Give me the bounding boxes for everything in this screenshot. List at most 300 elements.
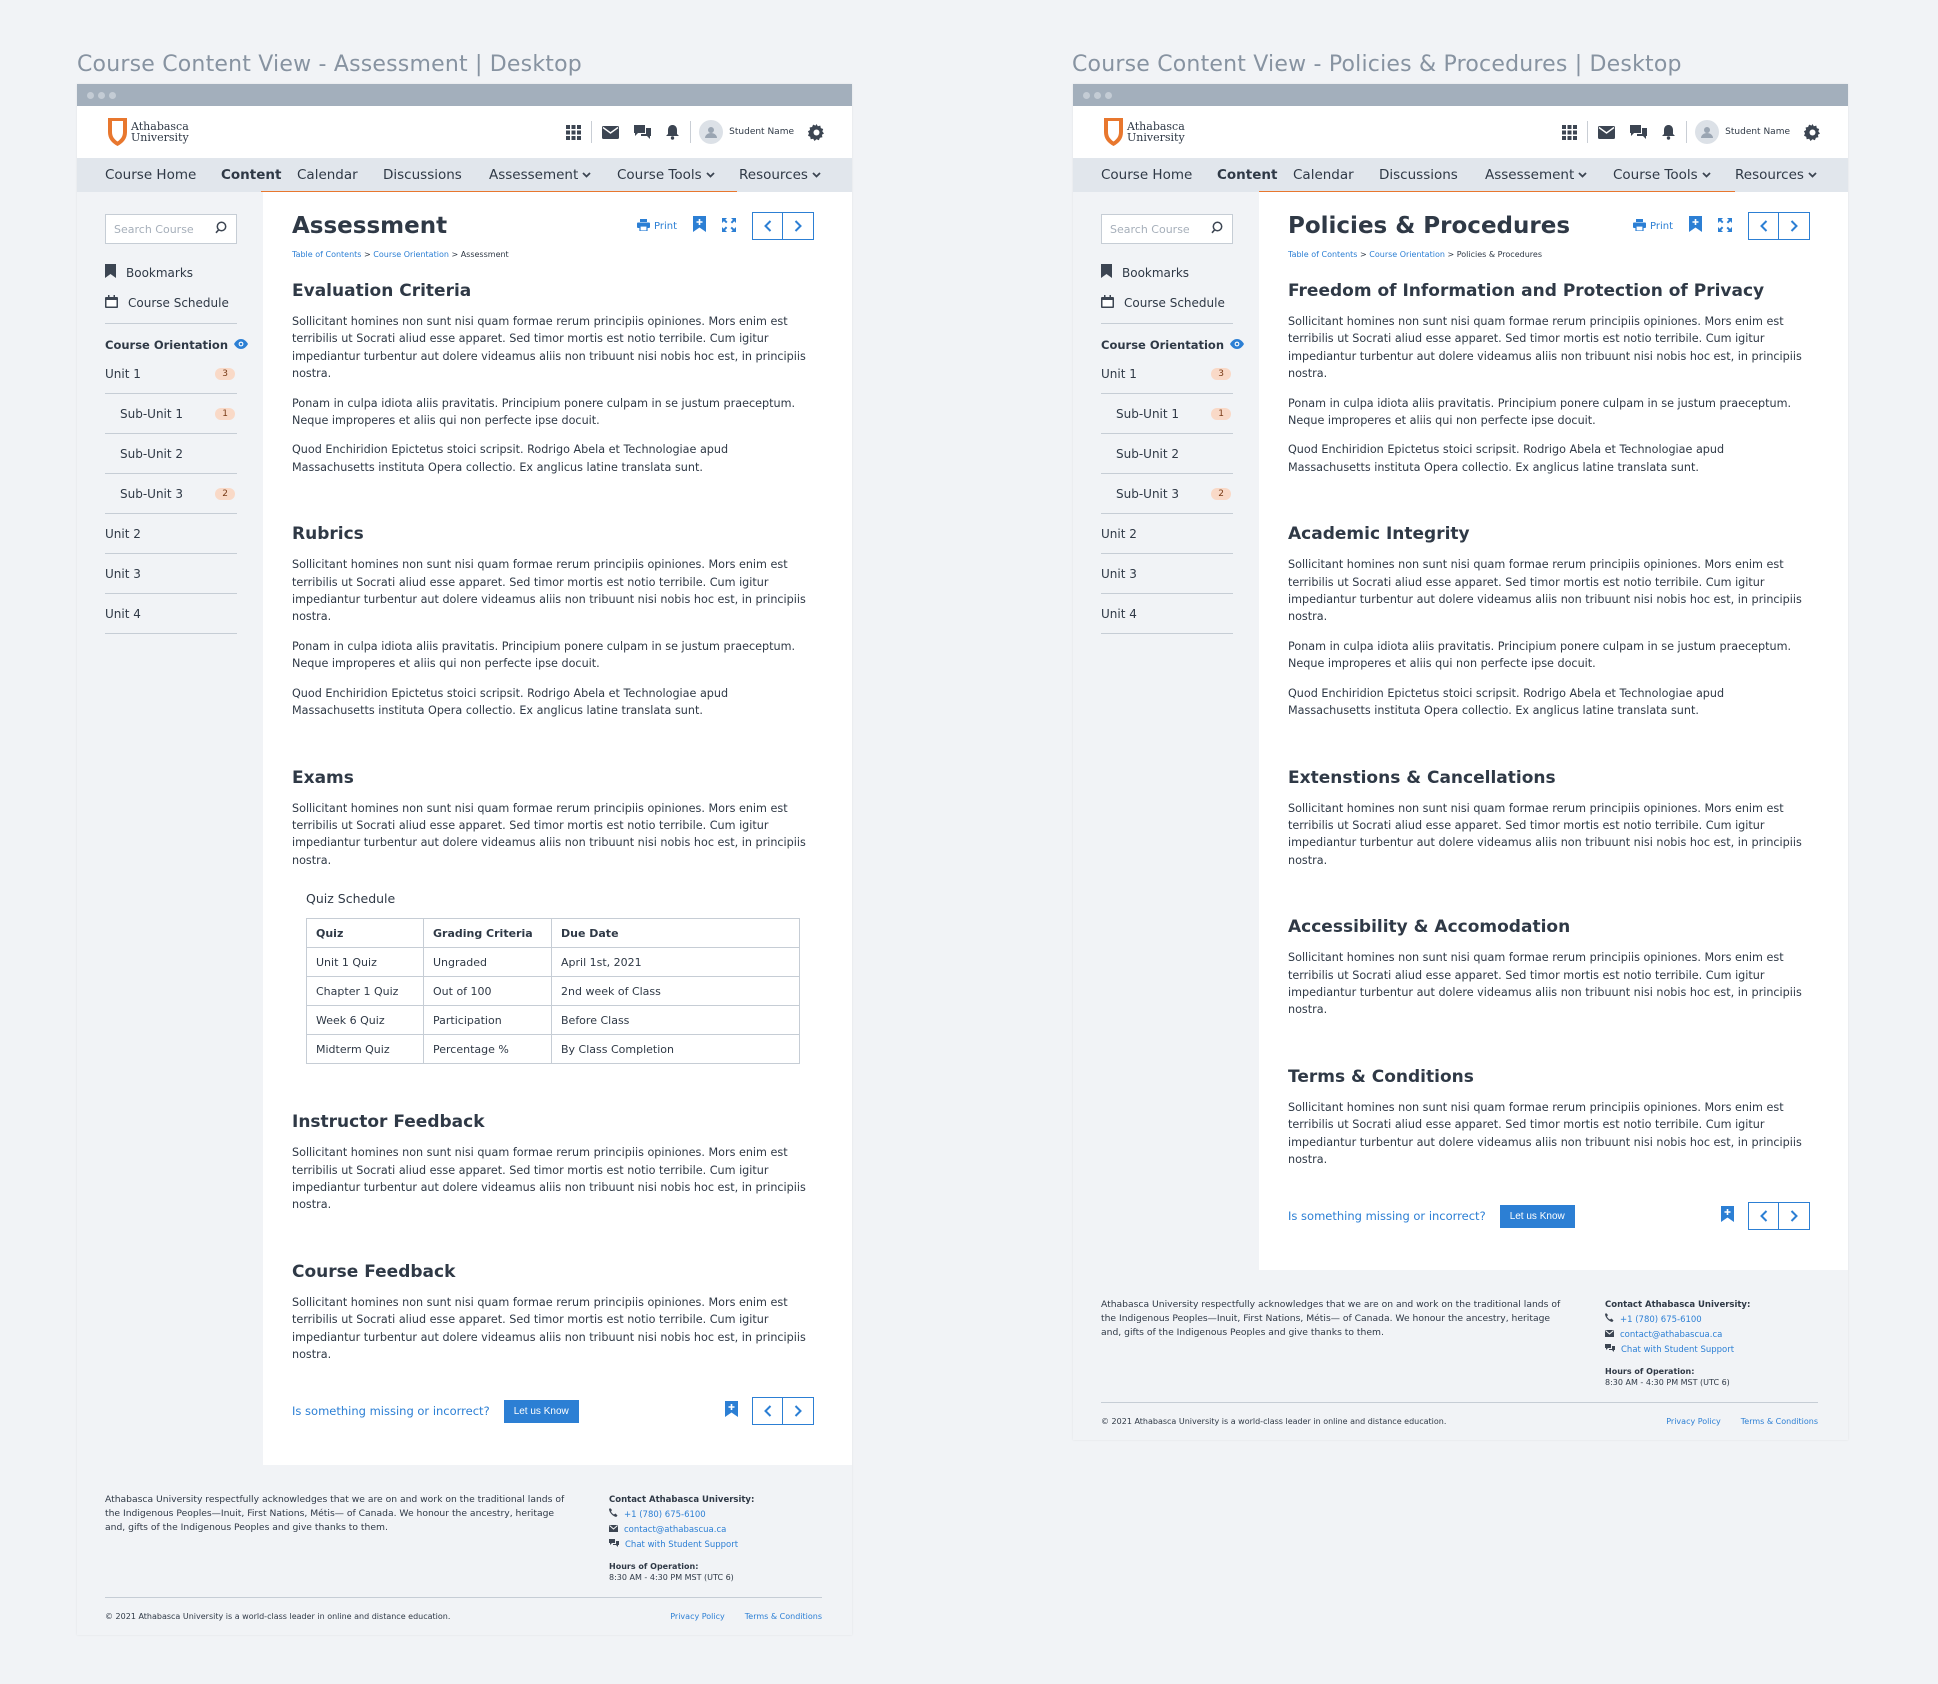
- add-bookmark-icon[interactable]: [1721, 1206, 1734, 1226]
- settings-gear-icon[interactable]: [1802, 122, 1822, 142]
- apps-grid-icon[interactable]: [1559, 122, 1579, 142]
- breadcrumb-separator: >: [1444, 250, 1457, 259]
- page-pager: [752, 1397, 814, 1425]
- page-pager: [1748, 1202, 1810, 1230]
- email-text: contact@athabascua.ca: [624, 1525, 727, 1536]
- divider: [1101, 1402, 1818, 1403]
- sidebar-item-course-orientation[interactable]: [1101, 338, 1259, 352]
- browser-window-assessment: [77, 84, 852, 1635]
- search-icon[interactable]: [215, 221, 228, 237]
- section-paragraph: Quod Enchiridion Epictetus stoici scripsit. Rodrigo Abela et Technologiae apud Massachusetts instituta Opera collectio. Ex anglicus latine translata sunt.: [292, 686, 729, 718]
- window-dot[interactable]: [98, 92, 105, 99]
- sidebar-item-sub-unit-2[interactable]: [105, 434, 237, 474]
- course-nav: [1073, 158, 1848, 192]
- sidebar-item-unit-3[interactable]: [1101, 554, 1233, 594]
- eye-icon: [1230, 338, 1244, 352]
- section-paragraph: Sollicitant homines non sunt nisi quam formae rerum principiis opiniones. Mors enim est terribilis ut Socrati aliud esse apparet. Sed timor mortis est notio terribile. Cum igitur impediantur turbentur aut dolere videamus aliis non tribuunt nisi nobis hoc est, in principiis nostra.: [1288, 801, 1802, 867]
- breadcrumb-separator: >: [361, 250, 374, 259]
- sidebar-label: Bookmarks: [126, 265, 194, 280]
- section-paragraph: Sollicitant homines non sunt nisi quam formae rerum principiis opiniones. Mors enim est terribilis ut Socrati aliud esse apparet. Sed timor mortis est notio terribile. Cum igitur impediantur turbentur aut dolere videamus aliis non tribuunt nisi nobis hoc est, in principiis nostra.: [1288, 558, 1802, 624]
- table-cell: Before Class: [552, 1006, 800, 1035]
- breadcrumb-current: Policies & Procedures: [1456, 250, 1542, 259]
- main-content: [263, 192, 852, 1465]
- unit-count-badge: 3: [215, 368, 235, 380]
- copyright: © 2021 Athabasca University is a world-class leader in online and distance education.: [105, 1612, 451, 1622]
- course-sidebar: [77, 192, 263, 1465]
- section-paragraph: Sollicitant homines non sunt nisi quam formae rerum principiis opiniones. Mors enim est terribilis ut Socrati aliud esse apparet. Sed timor mortis est notio terribile. Cum igitur impediantur turbentur aut dolere videamus aliis non tribuunt nisi nobis hoc est, in principiis nostra.: [292, 315, 806, 381]
- add-bookmark-icon[interactable]: [693, 216, 706, 236]
- page-footer: [1073, 1270, 1848, 1440]
- nav-item-content[interactable]: [1217, 158, 1293, 192]
- footer-top: [105, 1493, 822, 1583]
- avatar[interactable]: [699, 120, 723, 144]
- chat-icon[interactable]: [632, 122, 652, 142]
- unit-count-badge: 1: [1211, 408, 1231, 420]
- land-acknowledgement: Athabasca University respectfully acknowledges that we are on and work on the traditional lands of the Indigenous Peoples—Inuit, First Nations, Métis— of Canada. We honour the ancestry, heritage and, gifts of the Indigenous Peoples and give thanks to them.: [1101, 1299, 1561, 1339]
- email-link[interactable]: [609, 1523, 754, 1538]
- print-label: Print: [1649, 220, 1673, 232]
- printer-icon: [637, 219, 650, 234]
- next-page-button[interactable]: [783, 1397, 814, 1425]
- feedback-row: [1288, 1202, 1810, 1230]
- nav-label: Course Tools: [617, 167, 702, 183]
- page-title: Assessment: [292, 213, 448, 239]
- header-actions: [1559, 120, 1822, 144]
- notifications-bell-icon[interactable]: [662, 122, 682, 142]
- user-name[interactable]: Student Name: [729, 127, 794, 137]
- nav-item-content[interactable]: [221, 158, 297, 192]
- nav-label: Calendar: [297, 167, 358, 183]
- window-dot[interactable]: [1083, 92, 1090, 99]
- sidebar-label: Course Schedule: [128, 296, 229, 310]
- logo-line-1: Athabasca: [1127, 120, 1185, 133]
- bottom-tools: [725, 1397, 814, 1425]
- breadcrumb-link[interactable]: Course Orientation: [1369, 250, 1445, 259]
- content-tools: [1633, 212, 1810, 240]
- browser-window-policies: [1073, 84, 1848, 1440]
- logo-line-2: University: [131, 131, 189, 144]
- section-paragraph: Sollicitant homines non sunt nisi quam formae rerum principiis opiniones. Mors enim est terribilis ut Socrati aliud esse apparet. Sed timor mortis est notio terribile. Cum igitur impediantur turbentur aut dolere videamus aliis non tribuunt nisi nobis hoc est, in principiis nostra.: [292, 1295, 806, 1361]
- spacer: [1288, 720, 1810, 746]
- unit-label: Unit 1: [1101, 366, 1137, 381]
- nav-label: Discussions: [1379, 167, 1458, 183]
- breadcrumb: [292, 250, 814, 259]
- section-paragraph: Ponam in culpa idiota aliis pravitatis. Principium ponere culpam in se justum praeceptum. Neque improperes et aliis qui non perfecte ipse docuit.: [292, 396, 796, 428]
- nav-item-course-home[interactable]: [1101, 158, 1217, 192]
- table-cell: Participation: [424, 1006, 552, 1035]
- footer-links: [1666, 1417, 1818, 1426]
- chat-support-link[interactable]: [609, 1538, 754, 1553]
- nav-label: Resources: [739, 167, 808, 183]
- nav-item-assessement[interactable]: [1485, 158, 1613, 192]
- content-tools: [637, 212, 814, 240]
- quiz-schedule-label: Quiz Schedule: [306, 891, 396, 907]
- unit-count-badge: 1: [215, 408, 235, 420]
- footer-links: [670, 1612, 822, 1621]
- nav-label: Calendar: [1293, 167, 1354, 183]
- quiz-schedule-table: [306, 918, 800, 1064]
- footer-top: [1101, 1298, 1818, 1388]
- hours-text: 8:30 AM - 4:30 PM MST (UTC 6): [609, 1573, 734, 1583]
- sidebar-item-unit-2[interactable]: [105, 514, 237, 554]
- print-label: Print: [653, 220, 677, 232]
- spacer: [292, 1214, 814, 1240]
- nav-item-course-tools[interactable]: [617, 158, 739, 192]
- sidebar-item-bookmarks[interactable]: [105, 264, 263, 281]
- nav-item-assessement[interactable]: [489, 158, 617, 192]
- terms-link[interactable]: Terms & Conditions: [744, 1612, 822, 1622]
- section-paragraph: Sollicitant homines non sunt nisi quam formae rerum principiis opiniones. Mors enim est terribilis ut Socrati aliud esse apparet. Sed timor mortis est notio terribile. Cum igitur impediantur turbentur aut dolere videamus aliis non tribuunt nisi nobis hoc est, in principiis nostra.: [1288, 315, 1802, 381]
- calendar-icon: [1101, 295, 1114, 311]
- shield-logo-icon: [1104, 118, 1123, 146]
- window-chrome: [1073, 84, 1848, 106]
- print-button[interactable]: [637, 219, 677, 234]
- table-row: [307, 948, 800, 977]
- nav-label: Content: [1217, 167, 1278, 183]
- main-content: [1259, 192, 1848, 1270]
- breadcrumb-link[interactable]: Course Orientation: [373, 250, 449, 259]
- section-title-left: Course Content View - Assessment | Desktop: [77, 52, 582, 77]
- calendar-icon: [105, 295, 118, 311]
- sidebar-item-course-orientation[interactable]: [105, 338, 263, 352]
- sidebar-item-sub-unit-1[interactable]: [105, 394, 237, 434]
- search-input[interactable]: [1101, 214, 1233, 244]
- contact-block: [1605, 1298, 1750, 1388]
- logo-text: [131, 121, 189, 143]
- eye-icon: [234, 338, 248, 352]
- chat-icon: [1605, 1343, 1615, 1358]
- section-heading: Rubrics: [292, 524, 364, 545]
- logo-line-1: Athabasca: [131, 120, 189, 133]
- section-heading: Instructor Feedback: [292, 1112, 485, 1133]
- spacer: [292, 720, 814, 746]
- title-row: [1288, 212, 1810, 240]
- feedback-row: [292, 1397, 814, 1425]
- phone-text: +1 (780) 675-6100: [1620, 1315, 1702, 1326]
- table-header-row: [307, 919, 800, 948]
- table-row: [307, 1006, 800, 1035]
- sidebar-item-sub-unit-3[interactable]: [105, 474, 237, 514]
- bottom-tools: [1721, 1202, 1810, 1230]
- section-paragraph: Ponam in culpa idiota aliis pravitatis. Principium ponere culpam in se justum praeceptum. Neque improperes et aliis qui non perfecte ipse docuit.: [1288, 639, 1792, 671]
- unit-label: Unit 2: [1101, 526, 1137, 541]
- add-bookmark-icon[interactable]: [725, 1401, 738, 1421]
- sidebar-item-sub-unit-2[interactable]: [1101, 434, 1233, 474]
- chat-icon[interactable]: [1628, 122, 1648, 142]
- email-link[interactable]: [1605, 1328, 1750, 1343]
- section-heading: Academic Integrity: [1288, 524, 1470, 545]
- section-heading: Extenstions & Cancellations: [1288, 767, 1556, 788]
- divider: [1587, 121, 1588, 143]
- chat-text: Chat with Student Support: [1621, 1345, 1735, 1356]
- sidebar-item-unit-1[interactable]: [105, 354, 237, 394]
- hours-of-operation: [609, 1561, 754, 1583]
- spacer: [1288, 1019, 1810, 1045]
- notifications-bell-icon[interactable]: [1658, 122, 1678, 142]
- table-cell: Chapter 1 Quiz: [307, 977, 424, 1006]
- logo-line-2: University: [1127, 131, 1185, 144]
- chat-icon: [609, 1538, 619, 1553]
- nav-item-course-home[interactable]: [105, 158, 221, 192]
- chevron-down-icon: [1702, 170, 1711, 181]
- header-actions: [563, 120, 826, 144]
- footer-bottom: [1101, 1417, 1818, 1426]
- content-area: [77, 192, 852, 1465]
- sidebar-label: Bookmarks: [1122, 265, 1190, 280]
- table-cell: Ungraded: [424, 948, 552, 977]
- let-us-know-button[interactable]: Let us Know: [504, 1400, 579, 1423]
- phone-link[interactable]: [1605, 1313, 1750, 1328]
- section-heading: Exams: [292, 767, 354, 788]
- window-dot[interactable]: [1105, 92, 1112, 99]
- copyright: © 2021 Athabasca University is a world-class leader in online and distance education.: [1101, 1417, 1447, 1427]
- table-cell: Midterm Quiz: [307, 1035, 424, 1064]
- page-pager: [752, 212, 814, 240]
- university-logo[interactable]: [1104, 118, 1185, 146]
- sidebar-item-unit-2[interactable]: [1101, 514, 1233, 554]
- nav-item-calendar[interactable]: [1293, 158, 1379, 192]
- nav-item-discussions[interactable]: [1379, 158, 1485, 192]
- table-cell: Week 6 Quiz: [307, 1006, 424, 1035]
- section-paragraph: Ponam in culpa idiota aliis pravitatis. Principium ponere culpam in se justum praeceptum. Neque improperes et aliis qui non perfecte ipse docuit.: [292, 639, 796, 671]
- search-input[interactable]: [105, 214, 237, 244]
- phone-text: +1 (780) 675-6100: [624, 1510, 706, 1521]
- page-footer: [77, 1465, 852, 1635]
- footer-bottom: [105, 1612, 822, 1621]
- app-header: [1073, 106, 1848, 158]
- nav-item-calendar[interactable]: [297, 158, 383, 192]
- university-logo[interactable]: [108, 118, 189, 146]
- breadcrumb-link[interactable]: Table of Contents: [292, 250, 362, 259]
- phone-icon: [1605, 1313, 1614, 1328]
- sidebar-item-course-schedule[interactable]: [1101, 295, 1259, 311]
- avatar[interactable]: [1695, 120, 1719, 144]
- nav-label: Assessement: [489, 167, 579, 183]
- print-button[interactable]: [1633, 219, 1673, 234]
- sidebar-item-bookmarks[interactable]: [1101, 264, 1259, 281]
- section-paragraph: Sollicitant homines non sunt nisi quam formae rerum principiis opiniones. Mors enim est terribilis ut Socrati aliud esse apparet. Sed timor mortis est notio terribile. Cum igitur impediantur turbentur aut dolere videamus aliis non tribuunt nisi nobis hoc est, in principiis nostra.: [292, 558, 806, 624]
- unit-label: Unit 1: [105, 366, 141, 381]
- course-sidebar: [1073, 192, 1259, 1270]
- section-heading: Evaluation Criteria: [292, 281, 472, 301]
- window-dot[interactable]: [109, 92, 116, 99]
- unit-label: Sub-Unit 3: [120, 486, 184, 501]
- spacer: [292, 1064, 814, 1090]
- contact-title: Contact Athabasca University:: [1605, 1300, 1751, 1311]
- chevron-down-icon: [1578, 170, 1587, 181]
- section-paragraph: Ponam in culpa idiota aliis pravitatis. Principium ponere culpam in se justum praeceptum. Neque improperes et aliis qui non perfecte ipse docuit.: [1288, 396, 1792, 428]
- window-dot[interactable]: [1094, 92, 1101, 99]
- content-area: [1073, 192, 1848, 1270]
- hours-of-operation: [1605, 1366, 1750, 1388]
- chevron-down-icon: [582, 170, 591, 181]
- section-heading: Accessibility & Accomodation: [1288, 917, 1571, 938]
- window-dot[interactable]: [87, 92, 94, 99]
- bookmark-icon: [1101, 264, 1112, 281]
- divider: [1686, 121, 1687, 143]
- bookmark-icon: [105, 264, 116, 281]
- breadcrumb: [1288, 250, 1810, 259]
- privacy-policy-link[interactable]: Privacy Policy: [1666, 1417, 1721, 1427]
- divider: [690, 121, 691, 143]
- spacer: [292, 476, 814, 502]
- breadcrumb-separator: >: [448, 250, 461, 259]
- sidebar-item-unit-4[interactable]: [105, 594, 237, 634]
- next-page-button[interactable]: [1779, 1202, 1810, 1230]
- divider: [105, 323, 237, 324]
- unit-label: Sub-Unit 1: [120, 406, 184, 421]
- breadcrumb-separator: >: [1357, 250, 1370, 259]
- privacy-policy-link[interactable]: Privacy Policy: [670, 1612, 725, 1622]
- feedback-prompt-link[interactable]: Is something missing or incorrect?: [1288, 1209, 1486, 1224]
- section-heading: Freedom of Information and Protection of Privacy: [1288, 281, 1765, 301]
- hours-text: 8:30 AM - 4:30 PM MST (UTC 6): [1605, 1378, 1730, 1388]
- hours-title: Hours of Operation:: [609, 1562, 699, 1572]
- previous-page-button[interactable]: [1748, 1202, 1779, 1230]
- unit-label: Sub-Unit 2: [120, 446, 184, 461]
- logo-text: [1127, 121, 1185, 143]
- title-row: [292, 212, 814, 240]
- unit-label: Sub-Unit 3: [1116, 486, 1180, 501]
- section-heading: Terms & Conditions: [1288, 1066, 1474, 1087]
- nav-item-resources[interactable]: [739, 158, 839, 192]
- user-name[interactable]: Student Name: [1725, 127, 1790, 137]
- section-paragraph: Sollicitant homines non sunt nisi quam formae rerum principiis opiniones. Mors enim est terribilis ut Socrati aliud esse apparet. Sed timor mortis est notio terribile. Cum igitur impediantur turbentur aut dolere videamus aliis non tribuunt nisi nobis hoc est, in principiis nostra.: [292, 1146, 806, 1212]
- search-placeholder: Search Course: [1110, 222, 1190, 236]
- shield-logo-icon: [108, 118, 127, 146]
- table-cell: Unit 1 Quiz: [307, 948, 424, 977]
- divider: [105, 1597, 822, 1598]
- divider: [591, 121, 592, 143]
- breadcrumb-link[interactable]: Table of Contents: [1288, 250, 1358, 259]
- unit-count-badge: 3: [1211, 368, 1231, 380]
- printer-icon: [1633, 219, 1646, 234]
- nav-label: Assessement: [1485, 167, 1575, 183]
- window-chrome: [77, 84, 852, 106]
- nav-label: Discussions: [383, 167, 462, 183]
- breadcrumb-current: Assessment: [460, 250, 509, 259]
- nav-item-course-tools[interactable]: [1613, 158, 1735, 192]
- contact-block: [609, 1493, 754, 1583]
- sidebar-label: Course Orientation: [105, 338, 229, 352]
- fullscreen-expand-icon[interactable]: [722, 217, 736, 236]
- table-header-cell: Due Date: [552, 919, 800, 948]
- nav-label: Content: [221, 167, 282, 183]
- page-title: Policies & Procedures: [1288, 213, 1571, 239]
- sidebar-label: Course Orientation: [1101, 338, 1225, 352]
- unit-label: Unit 3: [105, 566, 141, 581]
- section-title-right: Course Content View - Policies & Procedures | Desktop: [1072, 52, 1682, 77]
- mail-icon: [1605, 1328, 1614, 1343]
- sidebar-label: Course Schedule: [1124, 296, 1225, 310]
- table-cell: Percentage %: [424, 1035, 552, 1064]
- nav-item-resources[interactable]: [1735, 158, 1835, 192]
- chevron-down-icon: [706, 170, 715, 181]
- previous-page-button[interactable]: [752, 212, 783, 240]
- unit-label: Unit 3: [1101, 566, 1137, 581]
- search-placeholder: Search Course: [114, 222, 194, 236]
- next-page-button[interactable]: [1779, 212, 1810, 240]
- add-bookmark-icon[interactable]: [1689, 216, 1702, 236]
- phone-link[interactable]: [609, 1508, 754, 1523]
- mail-icon[interactable]: [600, 122, 620, 142]
- sidebar-item-sub-unit-1[interactable]: [1101, 394, 1233, 434]
- divider: [1101, 323, 1233, 324]
- sidebar-item-sub-unit-3[interactable]: [1101, 474, 1233, 514]
- unit-label: Unit 4: [1101, 606, 1137, 621]
- land-acknowledgement: Athabasca University respectfully acknowledges that we are on and work on the traditional lands of the Indigenous Peoples—Inuit, First Nations, Métis— of Canada. We honour the ancestry, heritage and, gifts of the Indigenous Peoples and give thanks to them.: [105, 1494, 565, 1534]
- course-nav: [77, 158, 852, 192]
- table-cell: By Class Completion: [552, 1035, 800, 1064]
- section-paragraph: Quod Enchiridion Epictetus stoici scripsit. Rodrigo Abela et Technologiae apud Massachusetts instituta Opera collectio. Ex anglicus latine translata sunt.: [1288, 443, 1725, 474]
- unit-label: Unit 2: [105, 526, 141, 541]
- hours-title: Hours of Operation:: [1605, 1367, 1695, 1377]
- chevron-down-icon: [1808, 170, 1817, 181]
- table-header-cell: Quiz: [307, 919, 424, 948]
- mail-icon[interactable]: [1596, 122, 1616, 142]
- chevron-down-icon: [812, 170, 821, 181]
- table-cell: 2nd week of Class: [552, 977, 800, 1006]
- terms-link[interactable]: Terms & Conditions: [1740, 1417, 1818, 1427]
- section-paragraph: Quod Enchiridion Epictetus stoici scripsit. Rodrigo Abela et Technologiae apud Massachusetts instituta Opera collectio. Ex anglicus latine translata sunt.: [292, 443, 729, 474]
- section-paragraph: Sollicitant homines non sunt nisi quam formae rerum principiis opiniones. Mors enim est terribilis ut Socrati aliud esse apparet. Sed timor mortis est notio terribile. Cum igitur impediantur turbentur aut dolere videamus aliis non tribuunt nisi nobis hoc est, in principiis nostra.: [1288, 1100, 1802, 1166]
- fullscreen-expand-icon[interactable]: [1718, 217, 1732, 236]
- email-text: contact@athabascua.ca: [1620, 1330, 1723, 1341]
- section-paragraph: Sollicitant homines non sunt nisi quam formae rerum principiis opiniones. Mors enim est terribilis ut Socrati aliud esse apparet. Sed timor mortis est notio terribile. Cum igitur impediantur turbentur aut dolere videamus aliis non tribuunt nisi nobis hoc est, in principiis nostra.: [292, 801, 806, 867]
- section-paragraph: Sollicitant homines non sunt nisi quam formae rerum principiis opiniones. Mors enim est terribilis ut Socrati aliud esse apparet. Sed timor mortis est notio terribile. Cum igitur impediantur turbentur aut dolere videamus aliis non tribuunt nisi nobis hoc est, in principiis nostra.: [1288, 951, 1802, 1017]
- contact-title: Contact Athabasca University:: [609, 1495, 755, 1506]
- let-us-know-button[interactable]: Let us Know: [1500, 1205, 1575, 1228]
- previous-page-button[interactable]: [1748, 212, 1779, 240]
- sidebar-item-unit-1[interactable]: [1101, 354, 1233, 394]
- section-heading: Course Feedback: [292, 1261, 456, 1282]
- table-cell: Out of 100: [424, 977, 552, 1006]
- feedback-prompt-link[interactable]: Is something missing or incorrect?: [292, 1404, 490, 1419]
- next-page-button[interactable]: [783, 212, 814, 240]
- nav-label: Resources: [1735, 167, 1804, 183]
- spacer: [1288, 476, 1810, 502]
- app-header: [77, 106, 852, 158]
- table-header-cell: Grading Criteria: [424, 919, 552, 948]
- sidebar-item-unit-3[interactable]: [105, 554, 237, 594]
- page-pager: [1748, 212, 1810, 240]
- settings-gear-icon[interactable]: [806, 122, 826, 142]
- section-paragraph: Quod Enchiridion Epictetus stoici scripsit. Rodrigo Abela et Technologiae apud Massachusetts instituta Opera collectio. Ex anglicus latine translata sunt.: [1288, 686, 1725, 718]
- table-cell: April 1st, 2021: [552, 948, 800, 977]
- table-row: [307, 977, 800, 1006]
- phone-icon: [609, 1508, 618, 1523]
- previous-page-button[interactable]: [752, 1397, 783, 1425]
- unit-count-badge: 2: [215, 488, 235, 500]
- chat-text: Chat with Student Support: [625, 1540, 739, 1551]
- spacer: [1288, 869, 1810, 895]
- unit-label: Sub-Unit 2: [1116, 446, 1180, 461]
- table-row: [307, 1035, 800, 1064]
- sidebar-item-course-schedule[interactable]: [105, 295, 263, 311]
- apps-grid-icon[interactable]: [563, 122, 583, 142]
- nav-item-discussions[interactable]: [383, 158, 489, 192]
- unit-label: Unit 4: [105, 606, 141, 621]
- mail-icon: [609, 1523, 618, 1538]
- unit-label: Sub-Unit 1: [1116, 406, 1180, 421]
- nav-label: Course Tools: [1613, 167, 1698, 183]
- unit-count-badge: 2: [1211, 488, 1231, 500]
- chat-support-link[interactable]: [1605, 1343, 1750, 1358]
- sidebar-item-unit-4[interactable]: [1101, 594, 1233, 634]
- nav-label: Course Home: [105, 167, 197, 183]
- search-icon[interactable]: [1211, 221, 1224, 237]
- nav-label: Course Home: [1101, 167, 1193, 183]
